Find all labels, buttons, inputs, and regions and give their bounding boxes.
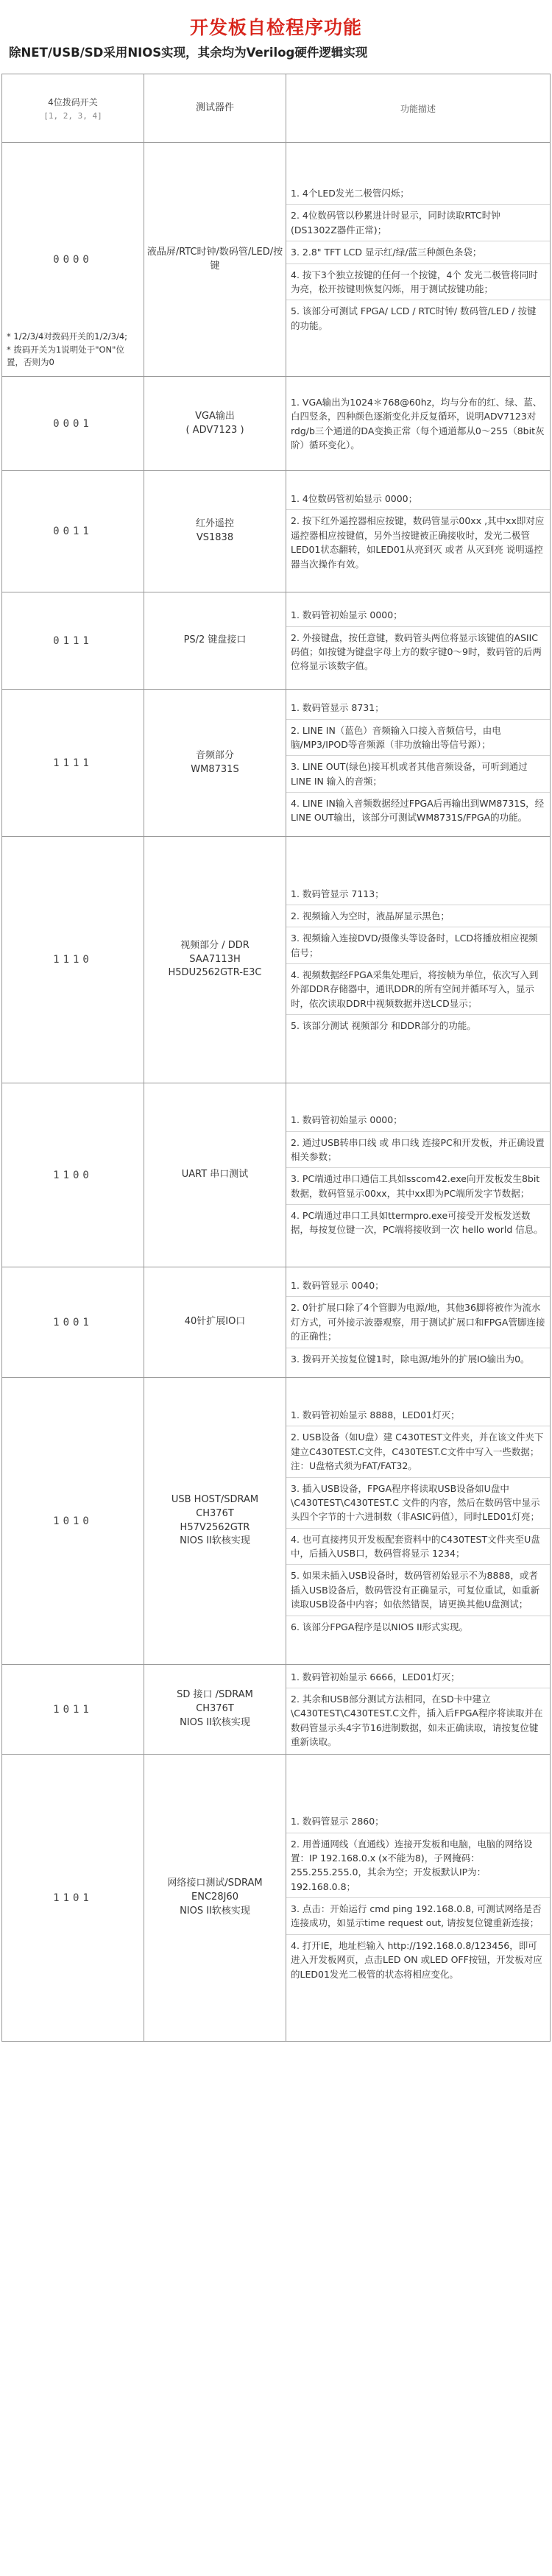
description-item: 4. PC端通过串口工具如ttermpro.exe可接受开发板发送数据，每按复位键一次，PC端将接收到一次 hello world 信息。 <box>291 1210 543 1236</box>
description-item: 1. 4位数码管初始显示 0000； <box>286 488 550 510</box>
description-item: 2. 通过USB转串口线 或 串口线 连接PC和开发板，并正确设置相关参数； <box>286 1132 550 1169</box>
description-item: 5. 如果未插入USB设备时，数码管初始显示不为8888，或者插入USB设备后，数码管没有正确显示，可复位重试，如重新读取USB设备中内容；如依然错误，请更换其他U盘测试； <box>286 1565 550 1616</box>
description-item: 3. 2.8" TFT LCD 显示红/绿/蓝三种颜色条袋； <box>286 241 550 263</box>
page-title: 开发板自检程序功能 <box>189 17 362 38</box>
description-cell <box>286 837 551 1083</box>
switch-code-cell <box>2 1755 144 2042</box>
switch-code: 1110 <box>53 954 93 966</box>
description-item: 2. 用普通网线（直通线）连接开发板和电脑，电脑的网络设置：IP 192.168.0.x (x不能为8)，子网掩码：255.255.255.0，其余为空；开发板默认IP为：192.168.0.8； <box>286 1833 550 1899</box>
description-cell <box>286 1665 551 1755</box>
description-cell <box>286 143 551 377</box>
switch-code-cell <box>2 1665 144 1755</box>
description-item: 1. 4个LED发光二极管闪烁； <box>286 183 550 205</box>
switch-code: 1010 <box>53 1515 93 1527</box>
description-item: 2. 0针扩展口除了4个管脚为电源/地，其他36脚将被作为流水灯方式，可外接示波器观察，用于测试扩展口和FPGA管脚连接的正确性； <box>286 1297 550 1348</box>
header-switch <box>2 74 144 143</box>
description-cell <box>286 1378 551 1665</box>
switch-code: 1111 <box>53 757 93 769</box>
description-item: 4. 视频数据经FPGA采集处理后，将按帧为单位，依次写入到外部DDR存储器中，通讯DDR的所有空间并循环写入，显示时，依次读取DDR中视频数据并送LCD显示； <box>286 964 550 1015</box>
description-item: 3. 拨码开关按复位键1时，除电源/地外的扩展IO输出为0。 <box>291 1353 530 1365</box>
description-item: 2. 按下红外遥控器相应按键，数码管显示00xx ,其中xx即对应遥控器相应按键值，另外当按键被正确接收时，发光二极管LED01状态翻转，如LED01从亮到灭 或者 从灭到亮 说明遥控器当次操作有效。 <box>291 515 545 570</box>
table-row <box>2 837 551 1083</box>
table-row <box>2 143 551 377</box>
table-row <box>2 592 551 690</box>
description-item: 1. 数码管显示 2860； <box>286 1811 550 1833</box>
device-cell: VGA输出 ( ADV7123 ) <box>144 377 286 471</box>
switch-code-cell <box>2 837 144 1083</box>
device-cell: PS/2 键盘接口 <box>144 592 286 690</box>
device-cell: 视频部分 / DDR SAA7113H H5DU2562GTR-E3C <box>144 837 286 1083</box>
switch-code-cell <box>2 471 144 592</box>
switch-code: 0111 <box>53 634 93 647</box>
description-item: 3. 插入USB设备，FPGA程序将读取USB设备如U盘中\C430TEST\C430TEST.C 文件的内容，然后在数码管中显示头四个字节的十六进制数（非ASIC码值），同时LED01灯亮； <box>286 1478 550 1529</box>
description-cell <box>286 1083 551 1267</box>
description-item: 3. LINE OUT(绿色)接耳机或者其他音频设备，可听到通过LINE IN 输入的音频； <box>286 756 550 793</box>
table-row <box>2 690 551 837</box>
description-item: 3. 点击：开始运行 cmd ping 192.168.0.8, 可测试网络是否连接成功，如显示time request out, 请按复位键重新连接； <box>286 1898 550 1935</box>
switch-code: 0000 <box>53 253 93 266</box>
header-device: 测试器件 <box>144 74 286 143</box>
switch-note: * 1/2/3/4对拨码开关的1/2/3/4; * 拨码开关为1说明处于"ON"位置，否则为0 <box>7 331 128 367</box>
description-item: 4. 也可直接拷贝开发板配套资料中的C430TEST文件夹至U盘中，后插入USB口，数码管将显示 1234； <box>286 1529 550 1565</box>
description-item: 4. 打开IE，地址栏输入 http://192.168.0.8/123456，即可进入开发板网页，点击LED ON 或LED OFF按钮，开发板对应的LED01发光二极管的状态将相应变化。 <box>291 1939 542 1980</box>
device-cell: USB HOST/SDRAM CH376T H57V2562GTR NIOS II软核实现 <box>144 1378 286 1665</box>
description-item: 1. 数码管初始显示 6666，LED01灯灭； <box>286 1666 550 1688</box>
description-item: 5. 该部分测试 视频部分 和DDR部分的功能。 <box>291 1020 476 1032</box>
description-item: 1. 数码管显示 0040； <box>286 1275 550 1297</box>
table-row <box>2 377 551 471</box>
description-item: 2. 4位数码管以秒累进计时显示，同时读取RTC时钟(DS1302Z器件正常)； <box>286 205 550 241</box>
switch-code-cell <box>2 690 144 837</box>
switch-code-cell <box>2 1267 144 1378</box>
table-row <box>2 1267 551 1378</box>
switch-code-cell <box>2 377 144 471</box>
description-item: 6. 该部分FPGA程序是以NIOS II形式实现。 <box>291 1621 469 1632</box>
switch-code: 0001 <box>53 417 93 430</box>
description-item: 2. USB设备（如U盘）建 C430TEST文件夹，并在该文件夹下建立C430TEST.C文件，C430TEST.C文件中写入一些数据；注：U盘格式须为FAT/FAT32。 <box>286 1426 550 1477</box>
table-row <box>2 471 551 592</box>
description-item: 2. 其余和USB部分测试方法相同，在SD卡中建立\C430TEST\C430TEST.C文件，插入后FPGA程序将读取并在数码管显示头4字节16进制数据，如未正确读取，请按复位键重新读取。 <box>291 1693 543 1748</box>
description-item: 1. 数码管初始显示 0000； <box>286 604 550 626</box>
header-description: 功能描述 <box>286 74 551 143</box>
page-subtitle: 除NET/USB/SD采用NIOS实现，其余均为Verilog硬件逻辑实现 <box>9 46 368 60</box>
switch-code: 0011 <box>53 526 93 537</box>
description-item: 1. 数码管显示 8731； <box>286 697 550 719</box>
description-item: 5. 该部分可测试 FPGA/ LCD / RTC时钟/ 数码管/LED / 按键 的功能。 <box>291 305 537 331</box>
table-header-row <box>2 74 551 143</box>
switch-code: 1011 <box>53 1703 93 1716</box>
switch-code-cell <box>2 1083 144 1267</box>
device-cell: 音频部分 WM8731S <box>144 690 286 837</box>
header-switch-label: 4位拨码开关 <box>48 97 98 107</box>
device-cell: 40针扩展IO口 <box>144 1267 286 1378</box>
description-item: 1. VGA输出为1024＊768@60hz，均与分布的红、绿、蓝、白四竖条，四种颜色逐渐变化并反复循环，说明ADV7123对rdg/b三个通道的DA变换正常（每个通道都从0～255（8bit灰阶）循环变化）。 <box>291 396 545 450</box>
table-row <box>2 1665 551 1755</box>
description-cell <box>286 471 551 592</box>
description-item: 4. 按下3个独立按键的任何一个按键，4个 发光二极管将同时为亮，松开按键则恢复闪烁，用于测试按键功能； <box>286 264 550 301</box>
description-cell <box>286 1755 551 2042</box>
switch-code: 1001 <box>53 1316 93 1328</box>
description-cell <box>286 1267 551 1378</box>
description-item: 3. 视频输入连接DVD/摄像头等设备时，LCD将播放相应视频信号； <box>286 927 550 964</box>
switch-code-cell <box>2 592 144 690</box>
description-item: 2. 外接键盘，按任意键，数码管头两位将显示该键值的ASIIC码值；如按键为键盘字母上方的数字键0～9时，数码管的后两位将显示该数字值。 <box>291 631 542 672</box>
description-item: 3. PC端通过串口通信工具如sscom42.exe向开发板发生8bit数据，数码管显示00xx，其中xx即为PC端所发字节数据； <box>286 1168 550 1205</box>
device-cell: UART 串口测试 <box>144 1083 286 1267</box>
table-row <box>2 1755 551 2042</box>
switch-code-cell <box>2 143 144 377</box>
test-table <box>1 74 551 2042</box>
switch-code: 1100 <box>53 1169 93 1181</box>
description-item: 1. 数码管初始显示 0000； <box>286 1109 550 1131</box>
table-body <box>2 143 551 2042</box>
device-cell: 液晶屏/RTC时钟/数码管/LED/按键 <box>144 143 286 377</box>
description-cell <box>286 377 551 471</box>
description-item: 4. LINE IN输入音频数据经过FPGA后再输出到WM8731S，经LINE OUT输出，该部分可测试WM8731S/FPGA的功能。 <box>291 798 545 824</box>
device-cell: 网络接口测试/SDRAM ENC28J60 NIOS II软核实现 <box>144 1755 286 2042</box>
table-row <box>2 1378 551 1665</box>
header-switch-sub: [1, 2, 3, 4] <box>43 111 102 121</box>
switch-code: 1101 <box>53 1892 93 1904</box>
description-item: 1. 数码管初始显示 8888，LED01灯灭； <box>286 1404 550 1426</box>
description-cell <box>286 690 551 837</box>
description-item: 2. 视频输入为空时，液晶屏显示黑色； <box>286 905 550 927</box>
description-item: 2. LINE IN（蓝色）音频输入口接入音频信号，由电脑/MP3/IPOD等音频源（非功放输出等信号源）； <box>286 720 550 757</box>
device-cell: SD 接口 /SDRAM CH376T NIOS II软核实现 <box>144 1665 286 1755</box>
description-cell <box>286 592 551 690</box>
switch-code-cell <box>2 1378 144 1665</box>
table-row <box>2 1083 551 1267</box>
description-item: 1. 数码管显示 7113； <box>286 883 550 905</box>
device-cell: 红外遥控 VS1838 <box>144 471 286 592</box>
